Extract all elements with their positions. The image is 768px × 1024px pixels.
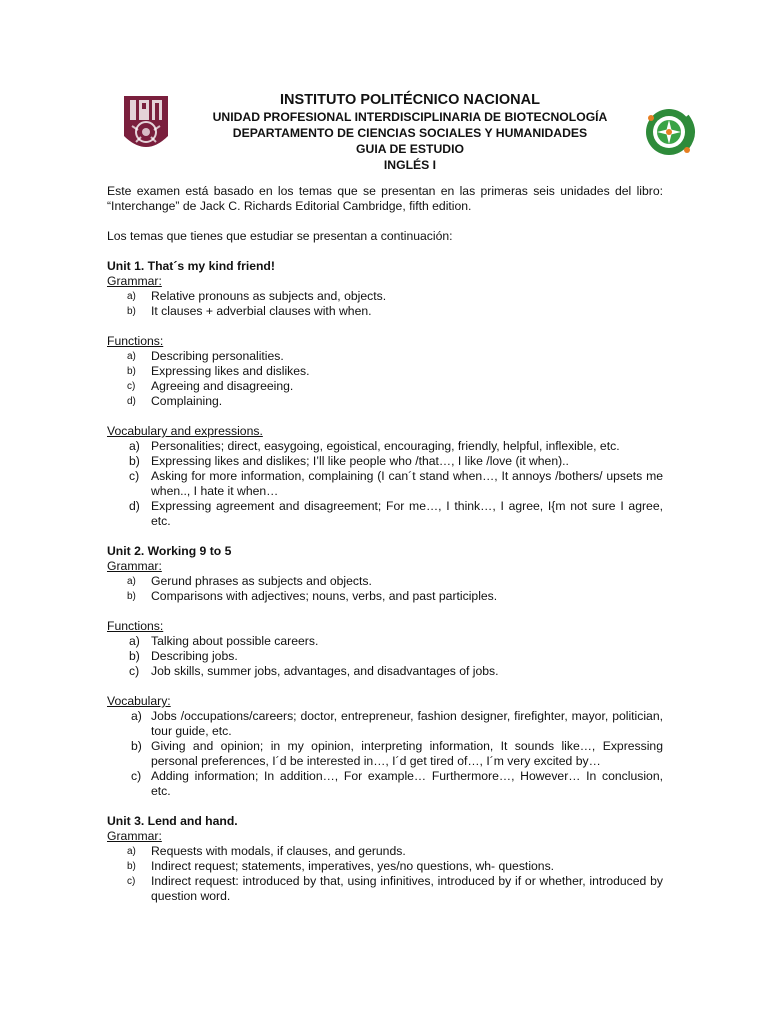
institute-title: INSTITUTO POLITÉCNICO NACIONAL (280, 92, 540, 108)
unit2-functions-label: Functions: (107, 619, 164, 633)
unit2-grammar-list (107, 574, 663, 604)
list-item: b) Describing jobs. (129, 649, 238, 663)
unit2-vocab-label: Vocabulary: (107, 694, 171, 708)
intro-instruction: Los temas que tienes que estudiar se presentan a continuación: (107, 229, 453, 243)
unit3-grammar-list (107, 844, 663, 904)
unit1-functions-list (107, 349, 663, 409)
unit1-functions-label: Functions: (107, 334, 164, 348)
course-title: INGLÉS I (383, 158, 437, 172)
unit1-vocab-label: Vocabulary and expressions. (107, 424, 263, 438)
list-item: b) Expressing likes and dislikes. (127, 364, 310, 378)
list-item: c) Indirect request: introduced by that, using infinitives, introduced by if or whether, introduced by question word. (127, 874, 663, 903)
list-item: b) Expressing likes and dislikes; I’ll like people who /that…, I like /love (it when).. (129, 454, 569, 468)
unit2-vocab-list (107, 709, 663, 799)
list-item: a) Gerund phrases as subjects and objects. (127, 574, 372, 588)
document-header (180, 92, 640, 173)
intro-paragraph: Este examen está basado en los temas que se presentan en las primeras seis unidades del libro: “Interchange” de Jack C. Richards Editorial Cambridge, fifth edition. (107, 184, 663, 213)
list-item: c) Asking for more information, complaining (I can´t stand when…, It annoys /bothers/ upsets me when.., I hate it when… (129, 469, 663, 498)
unit2-functions-list (107, 634, 663, 679)
document-body (107, 184, 663, 904)
list-item: b) Giving and opinion; in my opinion, interpreting information, It sounds like…, Expressing personal preferences, I´d be interested in…, I´d get tired of…, I´m very excited by… (131, 739, 663, 768)
unit1-title: Unit 1. That´s my kind friend! (107, 259, 275, 273)
unit2-title: Unit 2. Working 9 to 5 (107, 544, 232, 558)
unit-name: UNIDAD PROFESIONAL INTERDISCIPLINARIA DE BIOTECNOLOGÍA (212, 110, 608, 124)
list-item: a) Personalities; direct, easygoing, egoistical, encouraging, friendly, helpful, inflexible, etc. (129, 439, 620, 453)
list-item: d) Expressing agreement and disagreement; For me…, I think…, I agree, I{m not sure I agree, etc. (129, 499, 663, 528)
upibi-logo-icon (643, 106, 701, 158)
list-item: b) Indirect request; statements, imperatives, yes/no questions, wh- questions. (127, 859, 555, 873)
unit1-grammar-list (107, 289, 663, 319)
department-name: DEPARTAMENTO DE CIENCIAS SOCIALES Y HUMANIDADES (232, 126, 588, 140)
unit3-title: Unit 3. Lend and hand. (107, 814, 238, 828)
list-item: d) Complaining. (127, 394, 223, 408)
unit1-grammar-label: Grammar: (107, 274, 162, 288)
ipn-logo-icon (118, 92, 174, 158)
list-item: b) Comparisons with adjectives; nouns, verbs, and past participles. (127, 589, 498, 603)
guide-title: GUIA DE ESTUDIO (356, 142, 464, 156)
list-item: a) Requests with modals, if clauses, and gerunds. (127, 844, 406, 858)
list-item: c) Job skills, summer jobs, advantages, and disadvantages of jobs. (129, 664, 499, 678)
list-item: a) Relative pronouns as subjects and, objects. (127, 289, 387, 303)
list-item: c) Adding information; In addition…, For example… Furthermore…, However… In conclusion, etc. (131, 769, 663, 798)
list-item: a) Talking about possible careers. (129, 634, 319, 648)
list-item: c) Agreeing and disagreeing. (127, 379, 294, 393)
unit1-vocab-list (107, 439, 663, 529)
list-item: a) Describing personalities. (127, 349, 284, 363)
list-item: a) Jobs /occupations/careers; doctor, entrepreneur, fashion designer, firefighter, mayor, politician, tour guide, etc. (131, 709, 663, 738)
unit2-grammar-label: Grammar: (107, 559, 162, 573)
unit3-grammar-label: Grammar: (107, 829, 162, 843)
list-item: b) It clauses + adverbial clauses with when. (127, 304, 372, 318)
